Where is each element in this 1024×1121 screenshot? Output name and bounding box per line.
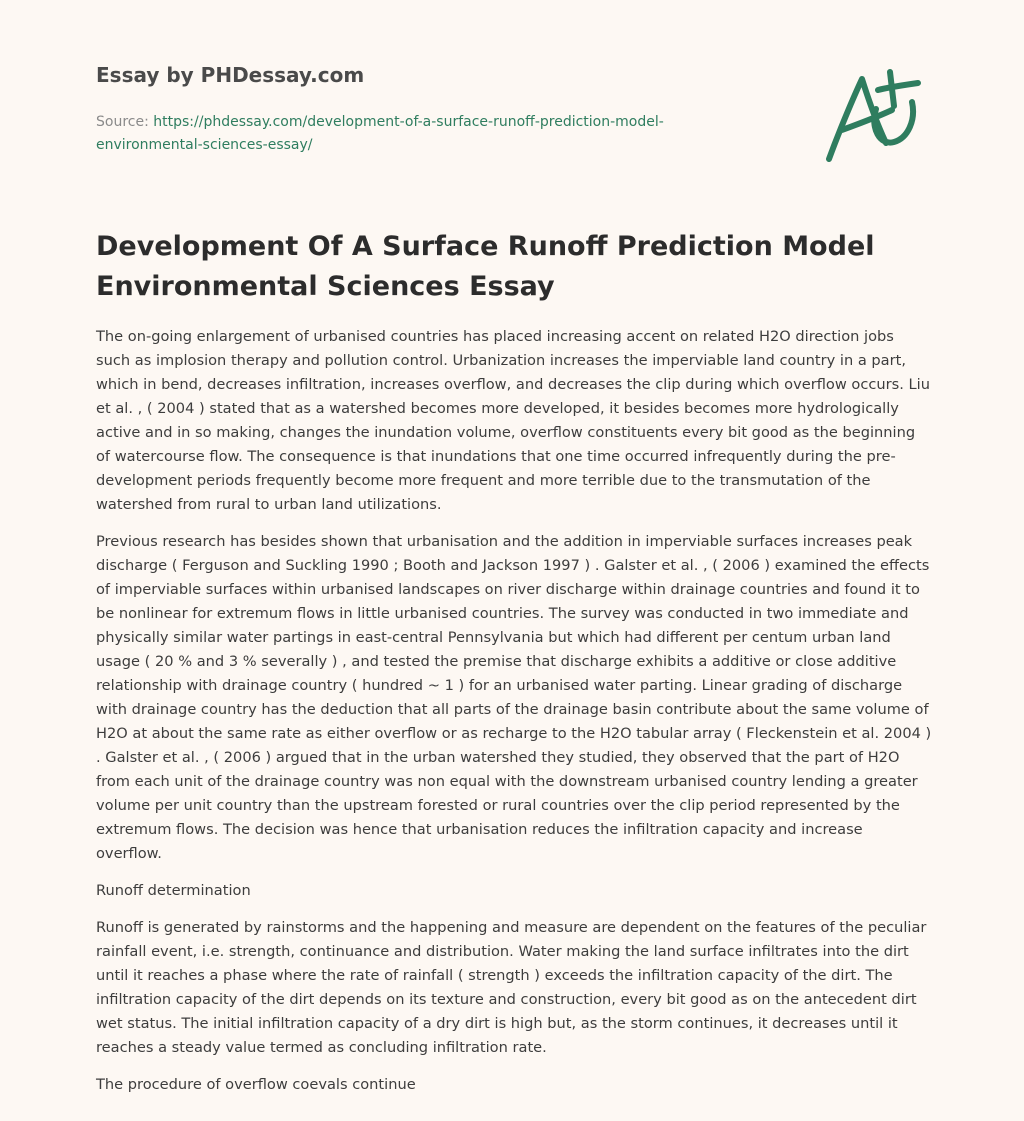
essay-body	[96, 325, 932, 1110]
paragraph: Previous research has besides shown that urbanisation and the addition in imperviable surfaces increases peak discharge ( Ferguson and Suckling 1990 ; Booth and Jackson 1997 ) . Galster et al. , ( 2006 ) examined the effects of imperviable surfaces within urbanised landscapes on river discharge within drainage countries and found it to be nonlinear for extremum flows in little urbanised countries. The survey was conducted in two immediate and physically similar water partings in east-central Pennsylvania but which had different per centum urban land usage ( 20 % and 3 % severally ) , and tested the premise that discharge exhibits a additive or close additive relationship with drainage country ( hundred ~ 1 ) for an urbanised water parting. Linear grading of discharge with drainage country has the deduction that all parts of the drainage basin contribute about the same volume of H2O at about the same rate as either overflow or as recharge to the H2O tabular array ( Fleckenstein et al. 2004 ) . Galster et al. , ( 2006 ) argued that in the urban watershed they studied, they observed that the part of H2O from each unit of the drainage country was non equal with the downstream urbanised country lending a greater volume per unit country than the upstream forested or rural countries over the clip period represented by the extremum flows. The decision was hence that urbanisation reduces the infiltration capacity and increase overflow.	[96, 533, 932, 862]
section-heading: Runoff determination	[96, 882, 251, 899]
site-brand: Essay by PHDessay.com	[96, 63, 365, 87]
a-plus-logo	[818, 66, 930, 166]
source-link[interactable]: https://phdessay.com/development-of-a-surface-runoff-prediction-model-environmental-sciences-essay/	[96, 114, 664, 153]
a-plus-icon	[818, 66, 930, 166]
paragraph: The on-going enlargement of urbanised countries has placed increasing accent on related H2O direction jobs such as implosion therapy and pollution control. Urbanization increases the imperviable land country in a part, which in bend, decreases infiltration, increases overflow, and decreases the clip during which overflow occurs. Liu et al. , ( 2004 ) stated that as a watershed becomes more developed, it besides becomes more hydrologically active and in so making, changes the inundation volume, overflow constituents every bit good as the beginning of watercourse flow. The consequence is that inundations that one time occurred infrequently during the pre-development periods frequently become more frequent and more terrible due to the transmutation of the watershed from rural to urban land utilizations.	[96, 328, 930, 513]
essay-title: Development Of A Surface Runoff Prediction Model Environmental Sciences Essay	[96, 231, 875, 302]
paragraph: The procedure of overflow coevals continue	[96, 1076, 416, 1093]
source-line	[96, 111, 756, 157]
source-label: Source:	[96, 114, 149, 130]
paragraph: Runoff is generated by rainstorms and the happening and measure are dependent on the features of the peculiar rainfall event, i.e. strength, continuance and distribution. Water making the land surface infiltrates into the dirt until it reaches a phase where the rate of rainfall ( strength ) exceeds the infiltration capacity of the dirt. The infiltration capacity of the dirt depends on its texture and construction, every bit good as on the antecedent dirt wet status. The initial infiltration capacity of a dry dirt is high but, as the storm continues, it decreases until it reaches a steady value termed as concluding infiltration rate.	[96, 919, 927, 1056]
